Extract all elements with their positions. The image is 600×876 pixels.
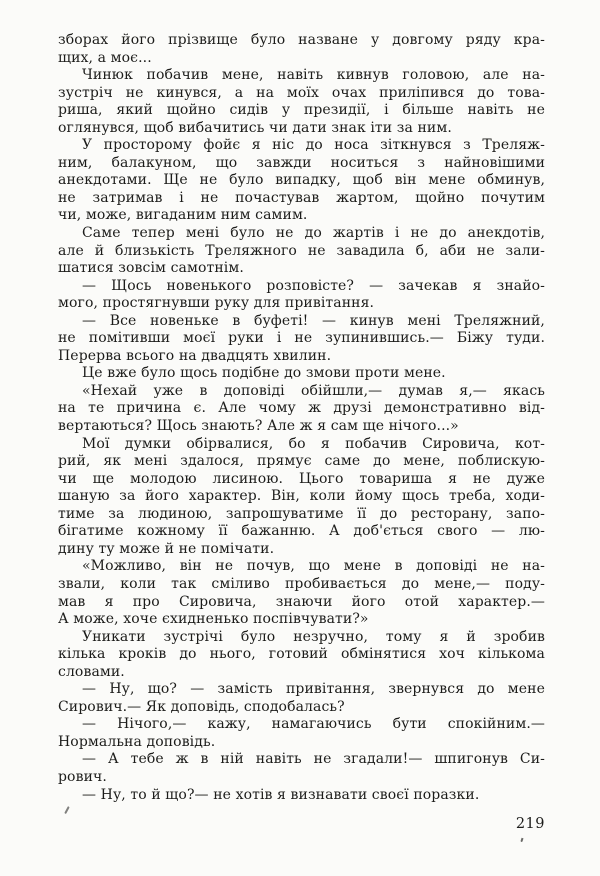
paragraph <box>58 67 545 137</box>
text-line: словами. <box>58 663 125 680</box>
scan-artifact-speck <box>521 838 524 842</box>
text-line: Саме тепер мені було не до жартів і не до анекдотів, <box>82 225 545 242</box>
paragraph <box>58 436 545 559</box>
text-line: шатися зовсім самотнім. <box>58 260 244 277</box>
paragraph <box>58 32 545 67</box>
text-line: мого, простягнувши руку для привітання. <box>58 295 375 312</box>
text-line: анекдотами. Ще не було випадку, щоб він мене обминув, <box>58 172 545 189</box>
text-line: ним, балакуном, що завжди носиться з найновішими <box>58 154 545 171</box>
text-line: — Ну, то й що?— не хотів я визнавати своєї поразки. <box>82 786 480 803</box>
paragraph <box>58 681 545 716</box>
text-line: — Все новеньке в буфеті! — кинув мені Треляжний, <box>82 312 545 329</box>
text-line: на те причина є. Але чому ж друзі демонстративно від- <box>58 400 545 417</box>
paragraph <box>58 787 545 805</box>
text-line: бігатиме кожному її бажанню. А доб'ється свого — лю- <box>58 523 545 540</box>
text-block <box>58 32 545 804</box>
text-line: — Щось новенького розповісте? — зачекав я знайо- <box>82 277 545 294</box>
text-line: тиме за людиною, запрошуватиме її до ресторану, запо- <box>58 505 545 522</box>
text-line: вертаються? Щось знають? Але ж я сам ще нічого...» <box>58 418 459 435</box>
text-line: мав я про Сировича, знаючи його отой характер.— <box>58 593 545 610</box>
paragraph <box>58 278 545 313</box>
paragraph <box>58 383 545 436</box>
text-line: щих, а моє... <box>58 49 152 66</box>
text-line: кілька кроків до нього, готовий обмінятися хоч кількома <box>58 646 545 663</box>
text-line: звали, коли так сміливо пробивається до мене,— поду- <box>58 575 545 592</box>
text-line: не помітивши моєї руки і не зупинившись.— Біжу туди. <box>58 330 545 347</box>
text-line: «Можливо, він не почув, що мене в доповіді не на- <box>82 558 545 575</box>
paragraph <box>58 558 545 628</box>
paragraph <box>58 716 545 751</box>
text-line: Мої думки обірвалися, бо я побачив Сировича, кот- <box>82 435 545 452</box>
text-line: не затримав і не почастував жартом, щойно почутим <box>58 189 545 206</box>
text-line: зустріч не кинувся, а на моїх очах приліпився до това- <box>58 84 545 101</box>
paragraph <box>58 313 545 366</box>
paragraph <box>58 629 545 682</box>
paragraph <box>58 225 545 278</box>
text-line: У просторому фойє я ніс до носа зіткнувся з Треляж- <box>82 137 545 154</box>
paragraph <box>58 365 545 383</box>
text-line: Сирович.— Як доповідь, сподобалась? <box>58 698 345 715</box>
text-line: Це вже було щось подібне до змови проти мене. <box>82 365 446 382</box>
text-line: зборах його прізвище було назване у довгому ряду кра- <box>58 32 545 48</box>
text-line: «Нехай уже в доповіді обійшли,— думав я,— якась <box>82 382 545 399</box>
paragraph <box>58 137 545 225</box>
page-number: 219 <box>515 816 545 832</box>
text-line: Чинюк побачив мене, навіть кивнув головою, але на- <box>82 67 545 84</box>
text-line: — А тебе ж в ній навіть не згадали!— шпигонув Си- <box>82 751 545 768</box>
text-line: але й близькість Треляжного не завадила б, аби не зали- <box>58 242 545 259</box>
text-line: — Нічого,— кажу, намагаючись бути спокійним.— <box>82 716 545 733</box>
text-line: А може, хоче єхидненько поспівчувати?» <box>58 611 369 628</box>
text-line: Перерва всього на двадцять хвилин. <box>58 347 332 364</box>
text-line: шаную за його характер. Він, коли йому щось треба, ходи- <box>58 488 545 505</box>
text-line: — Ну, що? — замість привітання, звернувся до мене <box>82 681 545 698</box>
text-line: рович. <box>58 768 107 785</box>
scan-artifact-mark <box>64 806 69 814</box>
text-line: рий, як мені здалося, прямує саме до мене, поблискую- <box>58 453 545 470</box>
text-line: риша, який щойно сидів у президії, і більше навіть не <box>58 102 545 119</box>
text-line: Уникати зустрічі було незручно, тому я й зробив <box>82 628 545 645</box>
text-line: чи ще молодою лисиною. Цього товариша я не дуже <box>58 470 545 487</box>
paragraph <box>58 751 545 786</box>
text-line: чи, може, вигаданим ним самим. <box>58 207 308 224</box>
text-line: Нормальна доповідь. <box>58 733 216 750</box>
text-line: дину ту може й не помічати. <box>58 540 275 557</box>
text-line: оглянувся, щоб вибачитись чи дати знак іти за ним. <box>58 119 452 136</box>
